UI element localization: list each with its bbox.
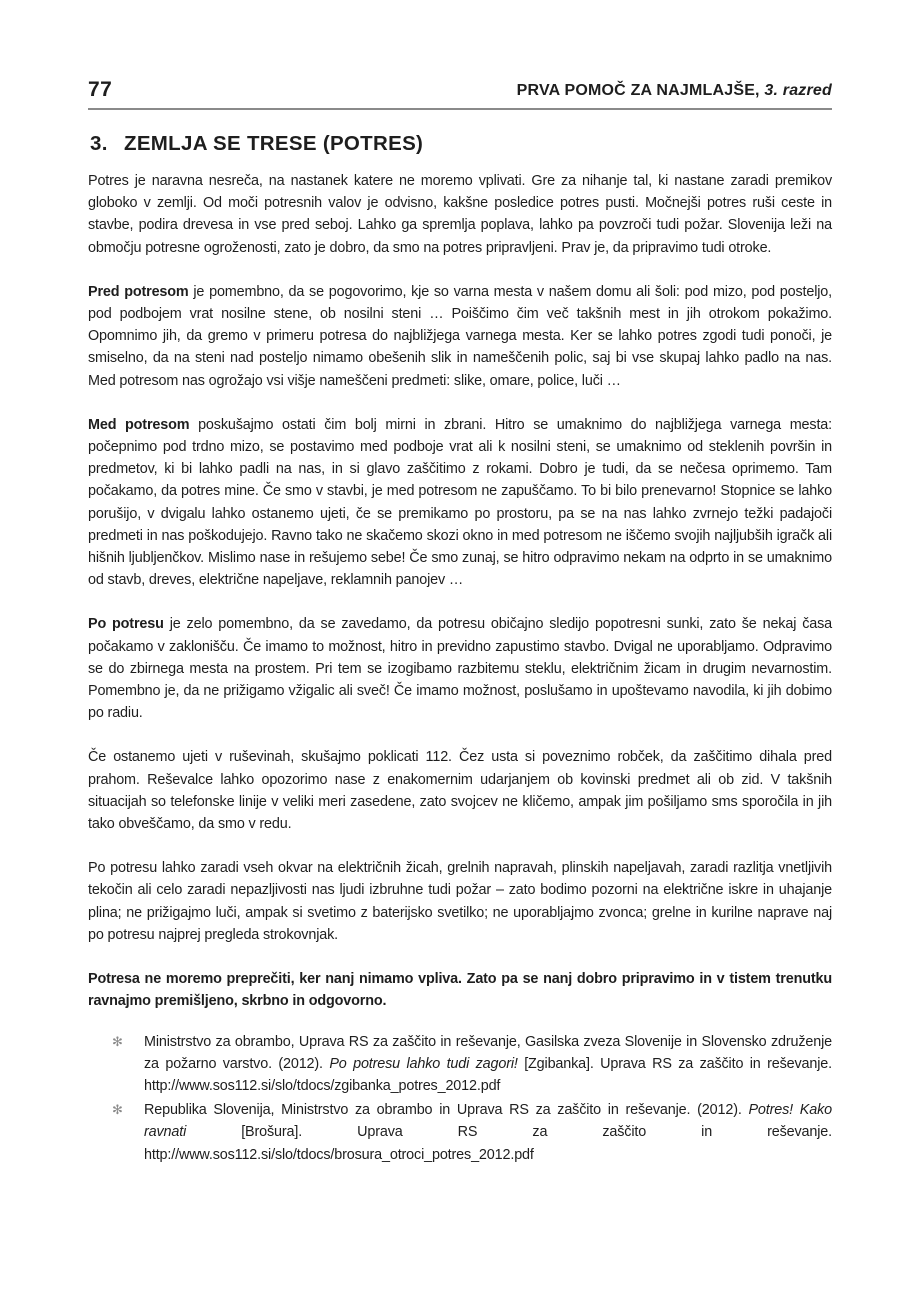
running-title xyxy=(517,82,832,102)
reference-source: [Brošura]. Uprava RS za zaščito in reševanje. http://www.sos112.si/slo/tdocs/brosura_otroci_potres_2012.pdf xyxy=(144,1124,832,1163)
page-header xyxy=(88,72,832,102)
paragraph-during-earthquake xyxy=(88,414,832,592)
paragraph-intro: Potres je naravna nesreča, na nastanek katere ne moremo vplivati. Gre za nihanje tal, ki nastane zaradi premikov globoko v zemlji. Od moči potresnih valov je odvisno, kakšne posledice potres pusti. Močnejši potres ruši ceste in stavbe, podira drevesa in vse pred seboj. Lahko ga spremlja poplava, lahko pa povzroči tudi požar. Slovenija leži na območju potresne ogroženosti, zato je dobro, da smo na potres pripravljeni. Prav je, da pripravimo tudi otroke. xyxy=(88,173,832,256)
reference-item xyxy=(112,1099,832,1166)
section-title: ZEMLJA SE TRESE (POTRES) xyxy=(124,132,424,155)
text-during: poskušajmo ostati čim bolj mirni in zbrani. Hitro se umaknimo do najbližjega varnega mesta: počepnimo pod trdno mizo, se postavimo med podboje vrat ali k nosilni steni, se umaknimo od steklenih površin in predmetov, ki bi lahko padli na nas, in si glavo zaščitimo z rokami. Dobro je tudi, da se nečesa oprimemo. Tam počakamo, da potres mine. Če smo v stavbi, je med potresom ne zapuščamo. To bi bilo prenevarno! Stopnice se lahko porušijo, v dvigalu lahko ostanemo ujeti, če se premikamo po prostoru, pa se na nas lahko zvrnejo težki padajoči predmeti in nas poškodujejo. Ravno tako ne skačemo skozi okno in med potresom ne iščemo svojih najljubših igračk ali hišnih ljubljenčkov. Mislimo nase in rešujemo sebe! Če smo zunaj, se hitro odpravimo nekam na odprto in se umaknimo od stavb, dreves, električne napeljave, reklamnih panojev … xyxy=(88,416,833,589)
asterisk-bullet-icon: ✻ xyxy=(112,1033,123,1049)
reference-title: Po potresu lahko tudi zagori! xyxy=(329,1055,518,1072)
book-title: PRVA POMOČ ZA NAJMLAJŠE, xyxy=(516,82,760,99)
paragraph-fire: Po potresu lahko zaradi vseh okvar na električnih žicah, grelnih napravah, plinskih napeljavah, zaradi razlitja vnetljivih tekočin ali celo zaradi nepazljivosti nas ljudi izbruhne tudi požar – zato bodimo pozorni na električne iskre in uhajanje plina; ne prižigajmo luči, ampak si svetimo z baterijsko svetilko; ne uporabljajmo zvonca; grelne in kurilne naprave naj po potresu najprej pregleda strokovnjak. xyxy=(88,860,832,943)
references-list xyxy=(88,1031,832,1166)
text-before: je pomembno, da se pogovorimo, kje so varna mesta v našem domu ali šoli: pod mizo, pod posteljo, pod podbojem vrat nosilne stene, ob nosilni steni … Poiščimo čim več takšnih mest in jih otrokom pokažimo. Opomnimo jih, da gremo v primeru potresa do najbližjega varnega mesta. Ker se lahko potres zgodi tudi ponoči, je smiselno, da na steni nad posteljo nimamo obešenih slik in nameščenih polic, saj bi vse skupaj lahko padlo na nas. Med potresom nas ogrožajo vsi višje nameščeni predmeti: slike, omare, police, luči … xyxy=(88,283,833,389)
reference-text: Republika Slovenija, Ministrstvo za obrambo in Uprava RS za zaščito in reševanje. (2012). xyxy=(144,1102,749,1119)
paragraph-before-earthquake xyxy=(88,281,832,392)
reference-title: Potres! Kako ravnati xyxy=(144,1102,832,1141)
reference-source: [Zgibanka]. Uprava RS za zaščito in reševanje. http://www.sos112.si/slo/tdocs/zgibanka_potres_2012.pdf xyxy=(144,1055,832,1094)
book-grade: 3. razred xyxy=(764,82,832,99)
lead-after: Po potresu xyxy=(88,616,164,633)
section-heading xyxy=(90,132,832,156)
lead-before: Pred potresom xyxy=(88,283,189,300)
page-number: 77 xyxy=(88,78,113,101)
document-page xyxy=(88,72,832,1168)
asterisk-bullet-icon: ✻ xyxy=(112,1102,123,1118)
lead-during: Med potresom xyxy=(88,416,190,433)
paragraph-trapped: Če ostanemo ujeti v ruševinah, skušajmo poklicati 112. Čez usta si poveznimo robček, da zaščitimo dihala pred prahom. Reševalce lahko opozorimo nase z enakomernim udarjanjem ob kovinski predmet ali ob zid. V takšnih situacijah so telefonske linije v veliki meri zasedene, zato svojcev ne kličemo, ampak jim pošiljamo sms sporočila in jih tako obveščamo, da smo v redu. xyxy=(88,749,832,833)
paragraph-after-earthquake xyxy=(88,613,832,724)
header-rule xyxy=(88,108,832,110)
text-after: je zelo pomembno, da se zavedamo, da potresu običajno sledijo popotresni sunki, zato še nekaj časa počakamo v zaklonišču. Če imamo to možnost, hitro in previdno zapustimo stavbo. Dvigal ne uporabljamo. Odpravimo se do zbirnega mesta na prostem. Pri tem se izogibamo razbitemu steklu, električnim žicam in drugim nevarnostim. Pomembno je, da ne prižigamo vžigalic ali sveč! Če imamo možnost, poslušamo in upoštevamo navodila, ki jih dobimo po radiu. xyxy=(88,616,832,722)
reference-item xyxy=(112,1031,832,1098)
reference-text: Ministrstvo za obrambo, Uprava RS za zaščito in reševanje, Gasilska zveza Slovenije in Slovensko združenje za požarno varstvo. (2012). xyxy=(144,1033,832,1072)
paragraph-conclusion: Potresa ne moremo preprečiti, ker nanj nimamo vpliva. Zato pa se nanj dobro pripravimo in v tistem trenutku ravnajmo premišljeno, skrbno in odgovorno. xyxy=(88,971,832,1010)
section-number: 3. xyxy=(90,132,108,155)
